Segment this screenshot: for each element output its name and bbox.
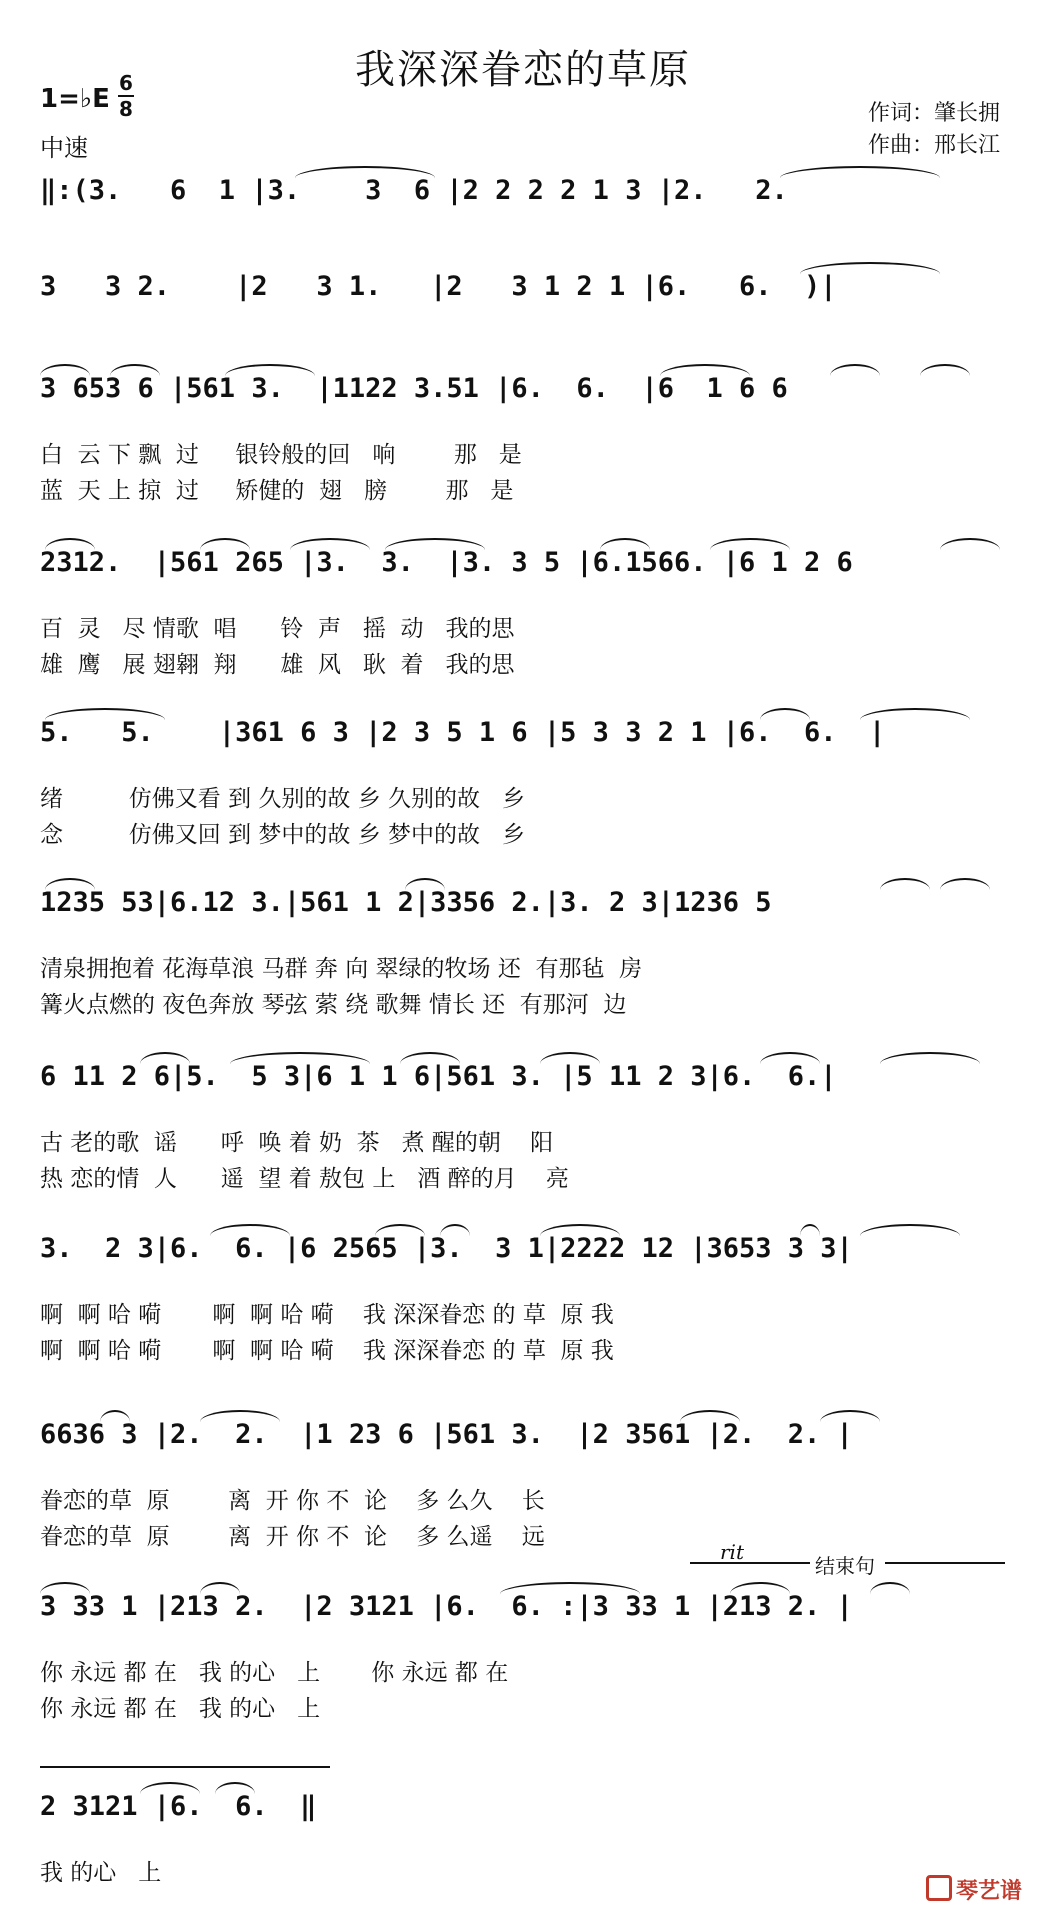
notation-line: 6 11 2 6|5. 5 3|6 1 1 6|561 3. |5 11 2 3|6. 6.| bbox=[40, 1061, 837, 1092]
ending-bracket-line bbox=[40, 1766, 330, 1768]
lyric-verse-1: 我 的心 上 bbox=[40, 1860, 162, 1886]
key-signature: 1=♭E bbox=[40, 84, 110, 114]
lyric-verse-2: 蓝 天 上 掠 过 矫健的 翅 膀 那 是 bbox=[40, 478, 514, 504]
notation-line: 2 3121 |6. 6. ‖ bbox=[40, 1791, 317, 1822]
notation-line: 5. 5. |361 6 3 |2 3 5 1 6 |5 3 3 2 1 |6. 6. | bbox=[40, 717, 886, 748]
watermark-text: 琴艺谱 bbox=[955, 1879, 1022, 1904]
lyric-verse-1: 绪 仿佛又看 到 久别的故 乡 久别的故 乡 bbox=[40, 786, 525, 812]
watermark-logo-icon bbox=[926, 1875, 952, 1901]
meter-bottom: 8 bbox=[119, 97, 133, 121]
lyric-verse-2: 眷恋的草 原 离 开 你 不 论 多 么遥 远 bbox=[40, 1524, 545, 1550]
notation-line: 3 653 6 |561 3. |1122 3.51 |6. 6. |6 1 6 6 bbox=[40, 373, 805, 404]
lyric-verse-1: 你 永远 都 在 我 的心 上 你 永远 都 在 bbox=[40, 1660, 509, 1686]
lyric-verse-2: 热 恋的情 人 遥 望 着 敖包 上 酒 醉的月 亮 bbox=[40, 1166, 569, 1192]
ending-bracket-line bbox=[885, 1562, 1005, 1564]
lyric-verse-1: 啊 啊 哈 嗬 啊 啊 哈 嗬 我 深深眷恋 的 草 原 我 bbox=[40, 1302, 614, 1328]
lyric-verse-1: 眷恋的草 原 离 开 你 不 论 多 么久 长 bbox=[40, 1488, 545, 1514]
composer-credit: 作曲：邢长江 bbox=[868, 133, 1001, 158]
lyricist-credit: 作词：肇长拥 bbox=[868, 101, 1001, 126]
notation-line: 3 3 2. |2 3 1. |2 3 1 2 1 |6. 6. )| bbox=[40, 271, 837, 302]
lyric-verse-2: 啊 啊 哈 嗬 啊 啊 哈 嗬 我 深深眷恋 的 草 原 我 bbox=[40, 1338, 614, 1364]
notation-line: 3 33 1 |213 2. |2 3121 |6. 6. :|3 33 1 |213 2. | bbox=[40, 1591, 853, 1622]
lyric-verse-2: 念 仿佛又回 到 梦中的故 乡 梦中的故 乡 bbox=[40, 822, 525, 848]
notation-line: 2312. |561 265 |3. 3. |3. 3 5 |6.1566. |6 1 2 6 bbox=[40, 547, 853, 578]
tempo-marking: 中速 bbox=[40, 134, 88, 162]
lyric-verse-2: 你 永远 都 在 我 的心 上 bbox=[40, 1696, 321, 1722]
song-title: 我深深眷恋的草原 bbox=[355, 47, 691, 93]
lyric-verse-1: 古 老的歌 谣 呼 唤 着 奶 茶 煮 醒的朝 阳 bbox=[40, 1130, 554, 1156]
ending-bracket-line bbox=[690, 1562, 810, 1564]
lyric-verse-2: 篝火点燃的 夜色奔放 琴弦 萦 绕 歌舞 情长 还 有那河 边 bbox=[40, 992, 627, 1018]
meter-top: 6 bbox=[119, 71, 133, 95]
lyric-verse-1: 百 灵 尽 情歌 唱 铃 声 摇 动 我的思 bbox=[40, 616, 515, 642]
ritardando-marking: rit bbox=[720, 1540, 744, 1564]
watermark-logo bbox=[926, 1874, 1022, 1905]
notation-line: 1235 53|6.12 3.|561 1 2|3356 2.|3. 2 3|1236 5 bbox=[40, 887, 772, 918]
lyric-verse-1: 清泉拥抱着 花海草浪 马群 奔 向 翠绿的牧场 还 有那毡 房 bbox=[40, 956, 643, 982]
notation-line: 6636 3 |2. 2. |1 23 6 |561 3. |2 3561 |2. 2. | bbox=[40, 1419, 853, 1450]
lyric-verse-1: 白 云 下 飘 过 银铃般的回 响 那 是 bbox=[40, 442, 522, 468]
notation-line: 3. 2 3|6. 6. |6 2565 |3. 3 1|2222 12 |3653 3 3| bbox=[40, 1233, 853, 1264]
notation-line: ‖:(3. 6 1 |3. 3 6 |2 2 2 2 1 3 |2. 2. bbox=[40, 175, 821, 206]
lyric-verse-2: 雄 鹰 展 翅翱 翔 雄 风 耿 着 我的思 bbox=[40, 652, 515, 678]
ending-label: 结束句 bbox=[815, 1554, 875, 1578]
time-signature bbox=[118, 72, 134, 120]
